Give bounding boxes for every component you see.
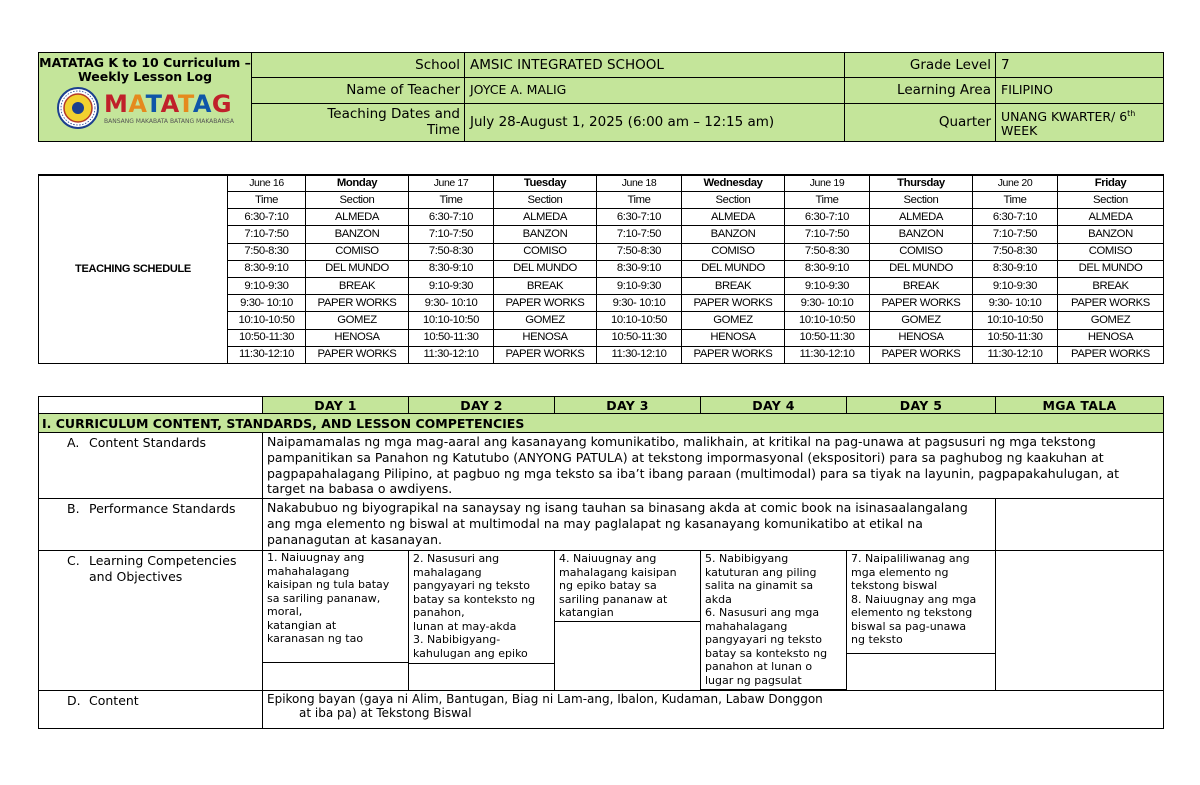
schedule-dayname-4: Thursday xyxy=(870,175,973,192)
schedule-time-cell: 10:50-11:30 xyxy=(973,329,1058,346)
curriculum-logo-cell xyxy=(39,53,252,142)
content-letter: D. xyxy=(67,693,81,709)
schedule-time-cell: 9:10-9:30 xyxy=(228,277,306,294)
schedule-section-cell: PAPER WORKS xyxy=(306,346,409,363)
quarter-label: Quarter xyxy=(845,103,996,141)
schedule-time-cell: 8:30-9:10 xyxy=(228,260,306,277)
schedule-section-cell: PAPER WORKS xyxy=(1058,346,1164,363)
schedule-section-cell: GOMEZ xyxy=(1058,312,1164,329)
schedule-section-cell: BREAK xyxy=(494,277,597,294)
schedule-time-cell: 9:30- 10:10 xyxy=(228,295,306,312)
schedule-time-cell: 7:50-8:30 xyxy=(597,243,682,260)
quarter-main: UNANG KWARTER/ 6 xyxy=(1001,108,1128,124)
schedule-section-cell: COMISO xyxy=(306,243,409,260)
matatag-tagline: BANSANG MAKABATA BATANG MAKABANSA xyxy=(103,117,234,125)
schedule-date-2: June 17 xyxy=(409,175,494,192)
performance-standards-text: Nakabubuo ng biyograpikal na sanaysay ng isang tauhan sa binasang akda at comic book na isinasaalangalang ang mga elemento ng biswal at multimodal na may paglalapat ng kasanayang komunikatibo at etikal na pananagutan at kasanayan. xyxy=(263,499,996,551)
competencies-notes xyxy=(996,551,1164,691)
content-title: Content xyxy=(89,693,139,709)
schedule-date-5: June 20 xyxy=(973,175,1058,192)
section-header: Section xyxy=(870,192,973,209)
grade-level-label: Grade Level xyxy=(845,53,996,78)
schedule-time-cell: 10:10-10:50 xyxy=(785,312,870,329)
content-standards-title: Content Standards xyxy=(89,435,207,450)
schedule-time-cell: 10:50-11:30 xyxy=(228,329,306,346)
teaching-dates-label: Teaching Dates and Time xyxy=(252,103,465,141)
schedule-time-cell: 11:30-12:10 xyxy=(228,346,306,363)
section-header: Section xyxy=(494,192,597,209)
quarter-value xyxy=(996,103,1164,141)
schedule-section-cell: BREAK xyxy=(306,277,409,294)
schedule-section-cell: DEL MUNDO xyxy=(870,260,973,277)
content-text-line2: at iba pa) at Tekstong Biswal xyxy=(299,706,472,721)
schedule-time-cell: 10:10-10:50 xyxy=(228,312,306,329)
schedule-section-cell: DEL MUNDO xyxy=(682,260,785,277)
schedule-time-cell: 10:50-11:30 xyxy=(409,329,494,346)
schedule-time-cell: 11:30-12:10 xyxy=(409,346,494,363)
section-title: I. CURRICULUM CONTENT, STANDARDS, AND LESSON COMPETENCIES xyxy=(39,414,1164,433)
schedule-section-cell: BANZON xyxy=(682,226,785,243)
schedule-dayname-1: Monday xyxy=(306,175,409,192)
day-header-2: DAY 2 xyxy=(409,397,555,414)
teaching-dates-value: July 28-August 1, 2025 (6:00 am – 12:15 am) xyxy=(465,103,845,141)
schedule-time-cell: 9:10-9:30 xyxy=(409,277,494,294)
schedule-time-cell: 6:30-7:10 xyxy=(409,209,494,226)
schedule-time-cell: 9:30- 10:10 xyxy=(785,295,870,312)
schedule-section-cell: ALMEDA xyxy=(870,209,973,226)
performance-standards-label xyxy=(39,499,263,551)
schedule-day-row xyxy=(39,175,1164,192)
performance-standards-notes xyxy=(996,499,1164,551)
schedule-section-cell: HENOSA xyxy=(494,329,597,346)
schedule-time-cell: 10:10-10:50 xyxy=(973,312,1058,329)
schedule-section-cell: PAPER WORKS xyxy=(682,295,785,312)
competency-day3: 4. Naiuugnay ang mahalagang kaisipan ng epiko batay sa sariling pananaw at katangian xyxy=(555,551,700,622)
competency-day1: 1. Naiuugnay ang mahahalagang kaisipan ng tula batay sa sariling pananaw, moral, katangian at karanasan ng tao xyxy=(263,551,408,663)
time-header: Time xyxy=(973,192,1058,209)
schedule-time-cell: 9:10-9:30 xyxy=(973,277,1058,294)
schedule-section-cell: ALMEDA xyxy=(494,209,597,226)
competency-day5: 7. Naipaliliwanag ang mga elemento ng tekstong biswal 8. Naiuugnay ang mga elemento ng tekstong biswal sa pag-unawa ng teksto xyxy=(847,551,995,654)
schedule-time-cell: 9:30- 10:10 xyxy=(409,295,494,312)
time-header: Time xyxy=(228,192,306,209)
content-label xyxy=(39,691,263,729)
schedule-time-cell: 8:30-9:10 xyxy=(597,260,682,277)
schedule-time-cell: 8:30-9:10 xyxy=(973,260,1058,277)
lesson-log-header xyxy=(38,52,1164,142)
section-header: Section xyxy=(682,192,785,209)
schedule-section-cell: DEL MUNDO xyxy=(306,260,409,277)
performance-standards-letter: B. xyxy=(67,501,80,517)
day-header-blank xyxy=(39,397,263,414)
section-header: Section xyxy=(1058,192,1164,209)
schedule-section-cell: HENOSA xyxy=(682,329,785,346)
schedule-section-cell: HENOSA xyxy=(1058,329,1164,346)
day-header-3: DAY 3 xyxy=(555,397,701,414)
school-value: AMSIC INTEGRATED SCHOOL xyxy=(465,53,845,78)
schedule-date-4: June 19 xyxy=(785,175,870,192)
teacher-value: JOYCE A. MALIG xyxy=(465,78,845,103)
schedule-time-cell: 10:10-10:50 xyxy=(409,312,494,329)
schedule-time-cell: 10:50-11:30 xyxy=(785,329,870,346)
schedule-section-cell: BREAK xyxy=(682,277,785,294)
schedule-section-cell: COMISO xyxy=(494,243,597,260)
schedule-section-cell: PAPER WORKS xyxy=(494,295,597,312)
schedule-time-cell: 7:10-7:50 xyxy=(409,226,494,243)
schedule-time-cell: 7:10-7:50 xyxy=(597,226,682,243)
schedule-time-cell: 7:50-8:30 xyxy=(973,243,1058,260)
content-standards-letter: A. xyxy=(67,435,80,450)
schedule-section-cell: PAPER WORKS xyxy=(1058,295,1164,312)
schedule-time-cell: 7:50-8:30 xyxy=(228,243,306,260)
competencies-title-line1: Learning Competencies xyxy=(89,553,237,569)
deped-seal-icon xyxy=(56,86,100,130)
schedule-time-cell: 6:30-7:10 xyxy=(973,209,1058,226)
schedule-date-1: June 16 xyxy=(228,175,306,192)
day-header-row xyxy=(39,397,1164,414)
schedule-time-cell: 7:50-8:30 xyxy=(785,243,870,260)
schedule-time-cell: 7:10-7:50 xyxy=(973,226,1058,243)
schedule-section-cell: COMISO xyxy=(1058,243,1164,260)
competency-day4: 5. Nabibigyang katuturan ang piling salita na ginamit sa akda 6. Nasusuri ang mga mahahalagang pangyayari ng teksto batay sa konteksto ng panahon at lunan o lugar ng pagsulat xyxy=(701,551,846,690)
schedule-section-cell: BANZON xyxy=(1058,226,1164,243)
schedule-time-cell: 6:30-7:10 xyxy=(228,209,306,226)
schedule-time-cell: 11:30-12:10 xyxy=(597,346,682,363)
schedule-section-cell: DEL MUNDO xyxy=(1058,260,1164,277)
quarter-week: WEEK xyxy=(1001,122,1038,138)
schedule-section-cell: COMISO xyxy=(870,243,973,260)
competencies-letter: C. xyxy=(67,553,80,569)
schedule-date-3: June 18 xyxy=(597,175,682,192)
content-text xyxy=(263,691,1164,729)
teaching-schedule-label: TEACHING SCHEDULE xyxy=(39,175,228,363)
content-standards-label xyxy=(39,433,263,499)
schedule-time-cell: 11:30-12:10 xyxy=(785,346,870,363)
schedule-time-cell: 6:30-7:10 xyxy=(785,209,870,226)
schedule-dayname-2: Tuesday xyxy=(494,175,597,192)
content-standards-text: Naipamamalas ng mga mag-aaral ang kasanayang komunikatibo, malikhain, at kritikal na pag-unawa at pagsusuri ng mga tekstong pampanitikan sa Panahon ng Katutubo (ANYONG PATULA) at tekstong impormasyonal (ekspositori) para sa paghubog ng kaakuhan at pagpapahalagang Pilipino, at pagbuo ng mga teksto sa iba’t ibang paraan (multimodal) para sa tiyak na layunin, pagpapakahulugan, at target na babasa o awdiyens. xyxy=(263,433,1164,499)
schedule-section-cell: PAPER WORKS xyxy=(682,346,785,363)
time-header: Time xyxy=(409,192,494,209)
schedule-time-cell: 9:30- 10:10 xyxy=(973,295,1058,312)
schedule-section-cell: ALMEDA xyxy=(682,209,785,226)
time-header: Time xyxy=(597,192,682,209)
schedule-section-cell: ALMEDA xyxy=(1058,209,1164,226)
schedule-section-cell: GOMEZ xyxy=(494,312,597,329)
schedule-time-cell: 7:50-8:30 xyxy=(409,243,494,260)
schedule-section-cell: ALMEDA xyxy=(306,209,409,226)
schedule-section-cell: BREAK xyxy=(1058,277,1164,294)
curriculum-title: MATATAG K to 10 Curriculum – Weekly Lesson Log xyxy=(39,55,251,84)
schedule-time-cell: 9:10-9:30 xyxy=(597,277,682,294)
schedule-section-cell: HENOSA xyxy=(306,329,409,346)
competency-day2: 2. Nasusuri ang mahalagang pangyayari ng teksto batay sa konteksto ng panahon, lunan at may-akda 3. Nabibigyang- kahulugan ang epiko xyxy=(409,551,554,664)
schedule-section-cell: PAPER WORKS xyxy=(870,295,973,312)
day-header-4: DAY 4 xyxy=(701,397,847,414)
schedule-section-cell: PAPER WORKS xyxy=(306,295,409,312)
schedule-time-cell: 7:10-7:50 xyxy=(228,226,306,243)
day-header-5: DAY 5 xyxy=(847,397,996,414)
schedule-section-cell: BANZON xyxy=(870,226,973,243)
section-header: Section xyxy=(306,192,409,209)
matatag-logo: MATATAG xyxy=(103,89,233,118)
schedule-section-cell: GOMEZ xyxy=(306,312,409,329)
teacher-label: Name of Teacher xyxy=(252,78,465,103)
schedule-dayname-5: Friday xyxy=(1058,175,1164,192)
schedule-section-cell: GOMEZ xyxy=(870,312,973,329)
schedule-section-cell: PAPER WORKS xyxy=(870,346,973,363)
time-header: Time xyxy=(785,192,870,209)
competencies-label xyxy=(39,551,263,691)
schedule-section-cell: GOMEZ xyxy=(682,312,785,329)
schedule-section-cell: BREAK xyxy=(870,277,973,294)
schedule-section-cell: HENOSA xyxy=(870,329,973,346)
performance-standards-title: Performance Standards xyxy=(89,501,236,517)
schedule-section-cell: PAPER WORKS xyxy=(494,346,597,363)
content-text-line1: Epikong bayan (gaya ni Alim, Bantugan, Biag ni Lam-ang, Ibalon, Kudaman, Labaw Donggon xyxy=(267,692,823,707)
schedule-time-cell: 8:30-9:10 xyxy=(409,260,494,277)
quarter-sup: th xyxy=(1127,108,1136,118)
schedule-time-cell: 9:10-9:30 xyxy=(785,277,870,294)
schedule-time-cell: 6:30-7:10 xyxy=(597,209,682,226)
schedule-time-cell: 7:10-7:50 xyxy=(785,226,870,243)
grade-level-value: 7 xyxy=(996,53,1164,78)
schedule-section-cell: COMISO xyxy=(682,243,785,260)
schedule-time-cell: 10:50-11:30 xyxy=(597,329,682,346)
learning-area-label: Learning Area xyxy=(845,78,996,103)
competencies-title-line2: and Objectives xyxy=(89,569,183,585)
schedule-section-cell: BANZON xyxy=(306,226,409,243)
day-header-notes: MGA TALA xyxy=(996,397,1164,414)
schedule-section-cell: BANZON xyxy=(494,226,597,243)
schedule-section-cell: DEL MUNDO xyxy=(494,260,597,277)
lesson-log-table xyxy=(38,396,1164,729)
schedule-time-cell: 9:30- 10:10 xyxy=(597,295,682,312)
schedule-time-cell: 10:10-10:50 xyxy=(597,312,682,329)
schedule-time-cell: 11:30-12:10 xyxy=(973,346,1058,363)
schedule-dayname-3: Wednesday xyxy=(682,175,785,192)
school-label: School xyxy=(252,53,465,78)
day-header-1: DAY 1 xyxy=(263,397,409,414)
teaching-schedule-table xyxy=(38,174,1164,364)
learning-area-value: FILIPINO xyxy=(996,78,1164,103)
schedule-time-cell: 8:30-9:10 xyxy=(785,260,870,277)
